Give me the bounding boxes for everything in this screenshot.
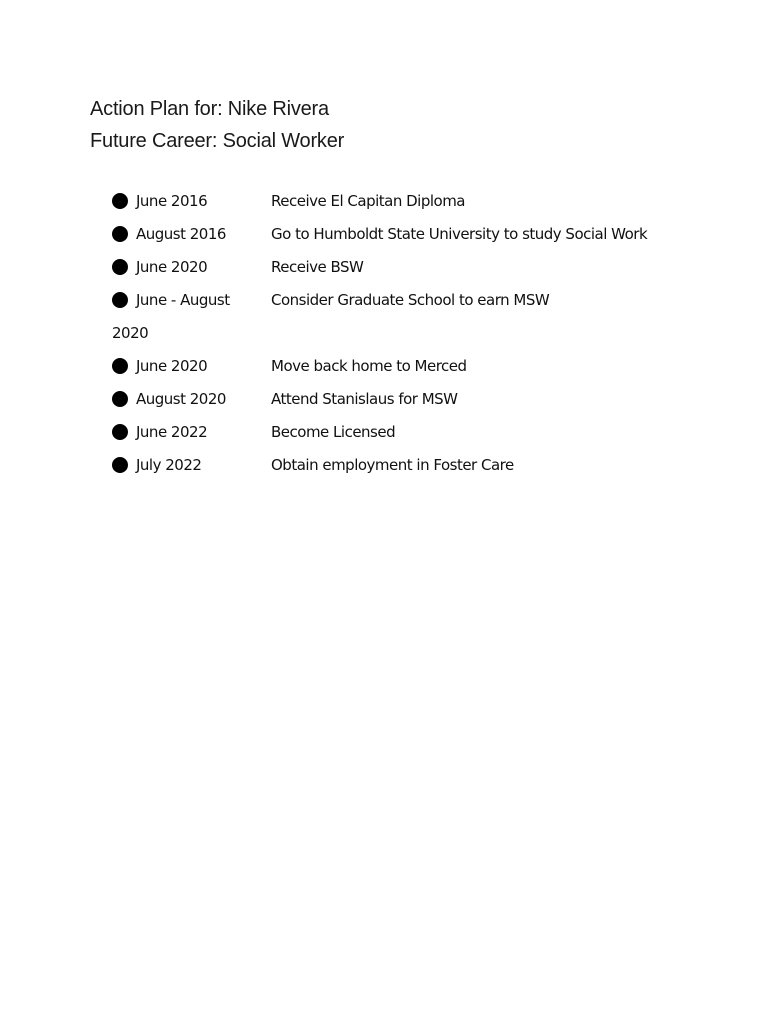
plan-date xyxy=(136,416,271,449)
plan-date-text: August 2016 xyxy=(136,225,226,243)
plan-item xyxy=(112,218,712,251)
bullet-icon xyxy=(112,193,128,209)
plan-item xyxy=(112,416,712,449)
plan-task: Receive BSW xyxy=(271,258,364,276)
plan-task: Consider Graduate School to earn MSW xyxy=(271,291,550,309)
plan-date xyxy=(136,383,271,416)
plan-task: Go to Humboldt State University to study Social Work xyxy=(271,225,648,243)
plan-item xyxy=(112,284,712,350)
plan-task: Obtain employment in Foster Care xyxy=(271,456,514,474)
bullet-icon xyxy=(112,391,128,407)
plan-date-wrap-text: 2020 xyxy=(112,324,149,342)
plan-date-text: June 2020 xyxy=(136,357,208,375)
bullet-icon xyxy=(112,424,128,440)
plan-date-text: June 2022 xyxy=(136,423,208,441)
bullet-icon xyxy=(112,226,128,242)
plan-date-text: July 2022 xyxy=(136,456,202,474)
plan-date xyxy=(136,449,271,482)
plan-date xyxy=(136,185,271,218)
bullet-icon xyxy=(112,457,128,473)
plan-date xyxy=(136,218,271,251)
plan-item xyxy=(112,251,712,284)
plan-item xyxy=(112,383,712,416)
future-career-title: Future Career: Social Worker xyxy=(90,130,345,152)
action-plan-title: Action Plan for: Nike Rivera xyxy=(90,98,329,120)
action-plan-list xyxy=(112,185,712,482)
plan-date-text: June - August xyxy=(136,291,230,309)
document-header xyxy=(90,93,344,157)
plan-date xyxy=(136,251,271,284)
plan-task: Become Licensed xyxy=(271,423,396,441)
plan-item xyxy=(112,185,712,218)
bullet-icon xyxy=(112,259,128,275)
plan-task: Receive El Capitan Diploma xyxy=(271,192,465,210)
plan-date-text: June 2020 xyxy=(136,258,208,276)
plan-date-text: June 2016 xyxy=(136,192,208,210)
plan-date xyxy=(112,284,271,350)
plan-date-text: August 2020 xyxy=(136,390,226,408)
bullet-icon xyxy=(112,358,128,374)
plan-item xyxy=(112,350,712,383)
plan-task: Attend Stanislaus for MSW xyxy=(271,390,458,408)
bullet-icon xyxy=(112,292,128,308)
plan-task: Move back home to Merced xyxy=(271,357,467,375)
plan-item xyxy=(112,449,712,482)
plan-date xyxy=(136,350,271,383)
